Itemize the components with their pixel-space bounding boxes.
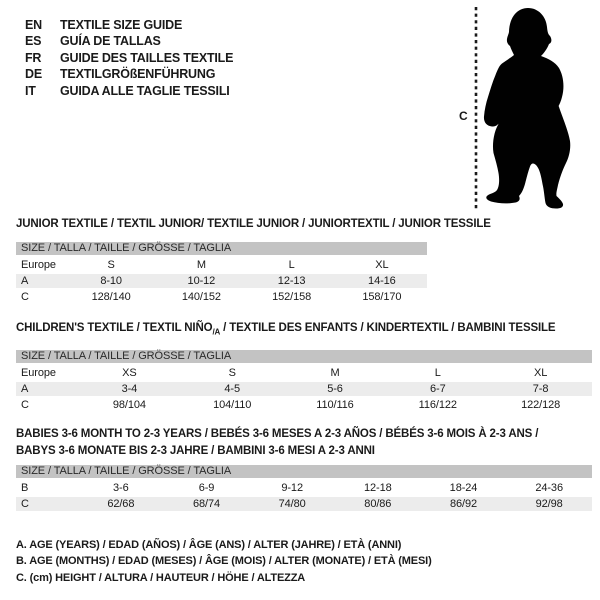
junior-textile-section <box>16 218 491 305</box>
footnote-a: A. AGE (YEARS) / EDAD (AÑOS) / ÂGE (ANS) / ALTER (JAHRE) / ETÀ (ANNI) <box>16 539 402 551</box>
table-cell: 10-12 <box>187 275 216 287</box>
table-cell: 3-4 <box>121 383 138 396</box>
table-cell: XL <box>375 258 389 271</box>
language-code: EN <box>25 18 42 32</box>
table-row <box>16 289 427 305</box>
section-title-part: / TEXTILE DES ENFANTS / KINDERTEXTIL / BAMBINI TESSILE <box>220 322 556 334</box>
footnote-c: C. (cm) HEIGHT / ALTURA / HAUTEUR / HÖHE / ALTEZZA <box>16 571 306 584</box>
language-title: TEXTILE SIZE GUIDE <box>60 18 183 32</box>
table-cell: 98/104 <box>112 398 146 411</box>
language-title-list <box>25 17 233 99</box>
language-title: GUIDE DES TAILLES TEXTILE <box>60 50 234 65</box>
table-cell: 12-18 <box>364 481 392 494</box>
table-cell: 4-5 <box>224 383 240 396</box>
table-cell: C <box>21 290 29 303</box>
table-cell: Europe <box>21 366 56 379</box>
table-cell: B <box>21 481 29 494</box>
childrens-size-table <box>16 350 592 413</box>
section-title <box>16 426 592 460</box>
language-code: FR <box>25 50 42 65</box>
table-cell: 116/122 <box>418 398 457 411</box>
baby-silhouette-path <box>484 8 570 209</box>
childrens-textile-section <box>16 322 592 413</box>
junior-size-table <box>16 242 427 305</box>
table-cell: 14-16 <box>368 275 396 287</box>
language-title: TEXTILGRÖßENFÜHRUNG <box>60 67 216 82</box>
table-cell: 5-6 <box>327 383 343 396</box>
table-cell: 6-9 <box>198 481 215 494</box>
legend-footnotes <box>16 537 432 586</box>
language-title: GUIDA ALLE TAGLIE TESSILI <box>60 83 230 98</box>
table-cell: 86/92 <box>449 498 477 510</box>
language-row <box>25 17 233 33</box>
language-row <box>25 50 233 66</box>
table-cell: A <box>21 275 29 287</box>
table-cell: M <box>196 258 206 271</box>
table-row <box>16 365 592 381</box>
table-cell: S <box>107 258 115 271</box>
table-cell: 128/140 <box>91 290 131 303</box>
table-cell: 18-24 <box>449 481 478 494</box>
table-cell: L <box>288 258 295 271</box>
table-cell: 62/68 <box>107 498 135 510</box>
table-row <box>16 257 427 273</box>
language-row <box>25 83 233 99</box>
table-cell: XL <box>533 366 548 379</box>
section-title-part: CHILDREN'S TEXTILE / TEXTIL NIÑO <box>16 322 213 334</box>
size-header-bar: SIZE / TALLA / TAILLE / GRÖSSE / TAGLIA <box>16 465 592 478</box>
table-cell: 3-6 <box>113 481 129 494</box>
table-cell: 9-12 <box>281 481 303 494</box>
size-header-bar: SIZE / TALLA / TAILLE / GRÖSSE / TAGLIA <box>16 350 592 363</box>
babies-textile-section <box>16 426 592 512</box>
section-title <box>16 322 592 338</box>
table-cell: 152/158 <box>272 290 312 303</box>
table-cell: 140/152 <box>181 290 221 303</box>
language-code: IT <box>25 83 36 98</box>
table-cell: S <box>228 366 236 379</box>
table-row <box>16 496 592 512</box>
table-cell: 12-13 <box>277 275 306 287</box>
table-row <box>16 480 592 496</box>
table-cell: 122/128 <box>521 398 561 411</box>
section-title: JUNIOR TEXTILE / TEXTIL JUNIOR/ TEXTILE JUNIOR / JUNIORTEXTIL / JUNIOR TESSILE <box>16 218 491 230</box>
table-cell: 68/74 <box>192 498 220 510</box>
size-header-bar: SIZE / TALLA / TAILLE / GRÖSSE / TAGLIA <box>16 242 427 255</box>
height-measure-label: C <box>459 109 468 123</box>
language-title: GUÍA DE TALLAS <box>60 34 161 49</box>
table-cell: 158/170 <box>362 290 402 303</box>
section-title-line: BABIES 3-6 MONTH TO 2-3 YEARS / BEBÉS 3-6 MESES A 2-3 AÑOS / BÉBÉS 3-6 MOIS À 2-3 ANS / <box>16 428 539 440</box>
table-cell: M <box>330 366 340 379</box>
table-cell: XS <box>122 366 137 379</box>
table-cell: 6-7 <box>429 383 446 396</box>
table-cell: C <box>21 398 29 411</box>
language-row <box>25 33 233 49</box>
table-row <box>16 381 592 397</box>
table-cell: 7-8 <box>532 383 549 396</box>
table-cell: 80/86 <box>364 498 392 510</box>
language-code: DE <box>25 67 42 82</box>
baby-silhouette-icon <box>448 2 600 214</box>
table-cell: Europe <box>21 258 56 271</box>
section-title-subscript: /A <box>212 327 221 337</box>
table-cell: 104/110 <box>213 398 252 411</box>
section-title-line: BABYS 3-6 MONATE BIS 2-3 JAHRE / BAMBINI 3-6 MESI A 2-3 ANNI <box>16 445 375 457</box>
table-cell: 110/116 <box>316 398 354 411</box>
table-cell: C <box>21 498 29 510</box>
footnote-b: B. AGE (MONTHS) / EDAD (MESES) / ÂGE (MOIS) / ALTER (MONATE) / ETÀ (MESI) <box>16 555 432 568</box>
language-row <box>25 66 233 82</box>
table-cell: L <box>434 366 441 379</box>
table-cell: 24-36 <box>535 481 563 494</box>
table-row <box>16 397 592 413</box>
table-cell: A <box>21 383 29 396</box>
table-cell: 8-10 <box>100 275 122 287</box>
table-cell: 92/98 <box>535 498 563 510</box>
table-cell: 74/80 <box>278 498 306 510</box>
babies-size-table <box>16 465 592 512</box>
table-row <box>16 273 427 289</box>
baby-silhouette-figure <box>448 2 600 214</box>
language-code: ES <box>25 34 42 49</box>
